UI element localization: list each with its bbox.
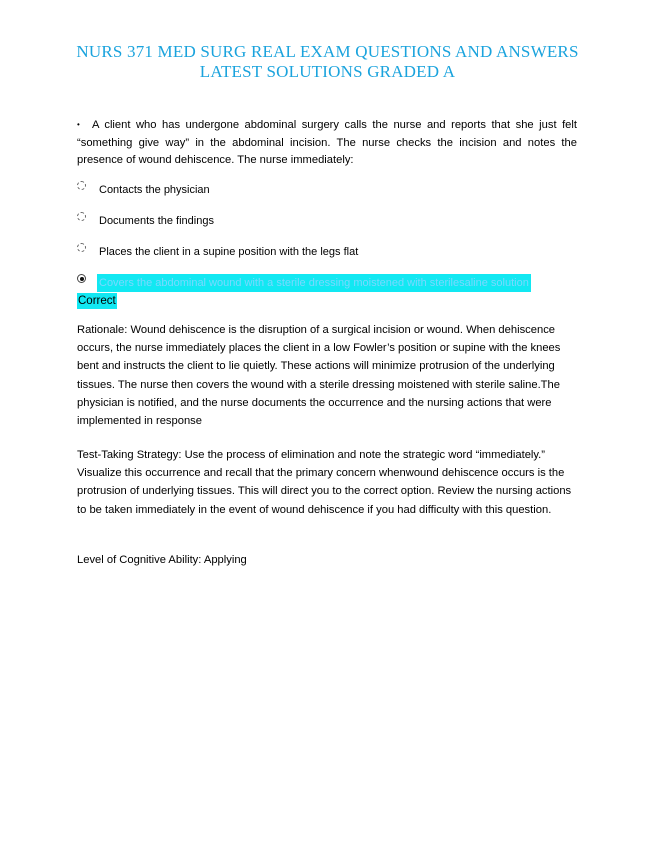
result-badge: Correct	[78, 295, 116, 307]
option-label: Places the client in a supine position with the legs flat	[99, 246, 359, 258]
document-title	[40, 42, 615, 82]
cognitive-level: Level of Cognitive Ability: Applying	[77, 554, 247, 566]
radio-unselected-icon[interactable]	[77, 181, 86, 190]
strategy-paragraph: Test-Taking Strategy: Use the process of elimination and note the strategic word “immediately.” Visualize this occurrence and recall that the primary concern whenwound dehiscence occurs is the protrusion of underlying tissues. This will direct you to the correct option. Review the nursing actions to be taken immediately in the event of wound dehiscence if you had difficulty with this question.	[77, 449, 572, 516]
radio-unselected-icon[interactable]	[77, 212, 86, 221]
title-line-2: LATEST SOLUTIONS GRADED A	[199, 62, 456, 81]
option-label: Contacts the physician	[99, 184, 210, 196]
radio-selected-icon[interactable]	[77, 274, 86, 283]
title-line-1: NURS 371 MED SURG REAL EXAM QUESTIONS AND ANSWERS	[76, 42, 579, 61]
radio-dot-icon	[80, 277, 84, 281]
option-label: Documents the findings	[99, 215, 214, 227]
bullet-icon: •	[77, 120, 80, 129]
question-text	[77, 116, 577, 170]
radio-unselected-icon[interactable]	[77, 243, 86, 252]
question-stem: A client who has undergone abdominal surgery calls the nurse and reports that she just felt “something give way” in the abdominal incision. The nurse checks the incision and notes the presence of wound dehiscence. The nurse immediately:	[77, 119, 577, 166]
rationale-paragraph: Rationale: Wound dehiscence is the disruption of a surgical incision or wound. When dehiscence occurs, the nurse immediately places the client in a low Fowler’s position or supine with the knees bent and instructs the client to lie quietly. These actions will minimize protrusion of the underlying tissues. The nurse then covers the wound with a sterile dressing moistened with sterile saline.The physician is notified, and the nurse documents the occurrence and the nursing actions that were implemented in response	[77, 324, 561, 428]
option-label-highlighted: Covers the abdominal wound with a sterile dressing moistened with sterilesaline solution	[97, 274, 531, 292]
